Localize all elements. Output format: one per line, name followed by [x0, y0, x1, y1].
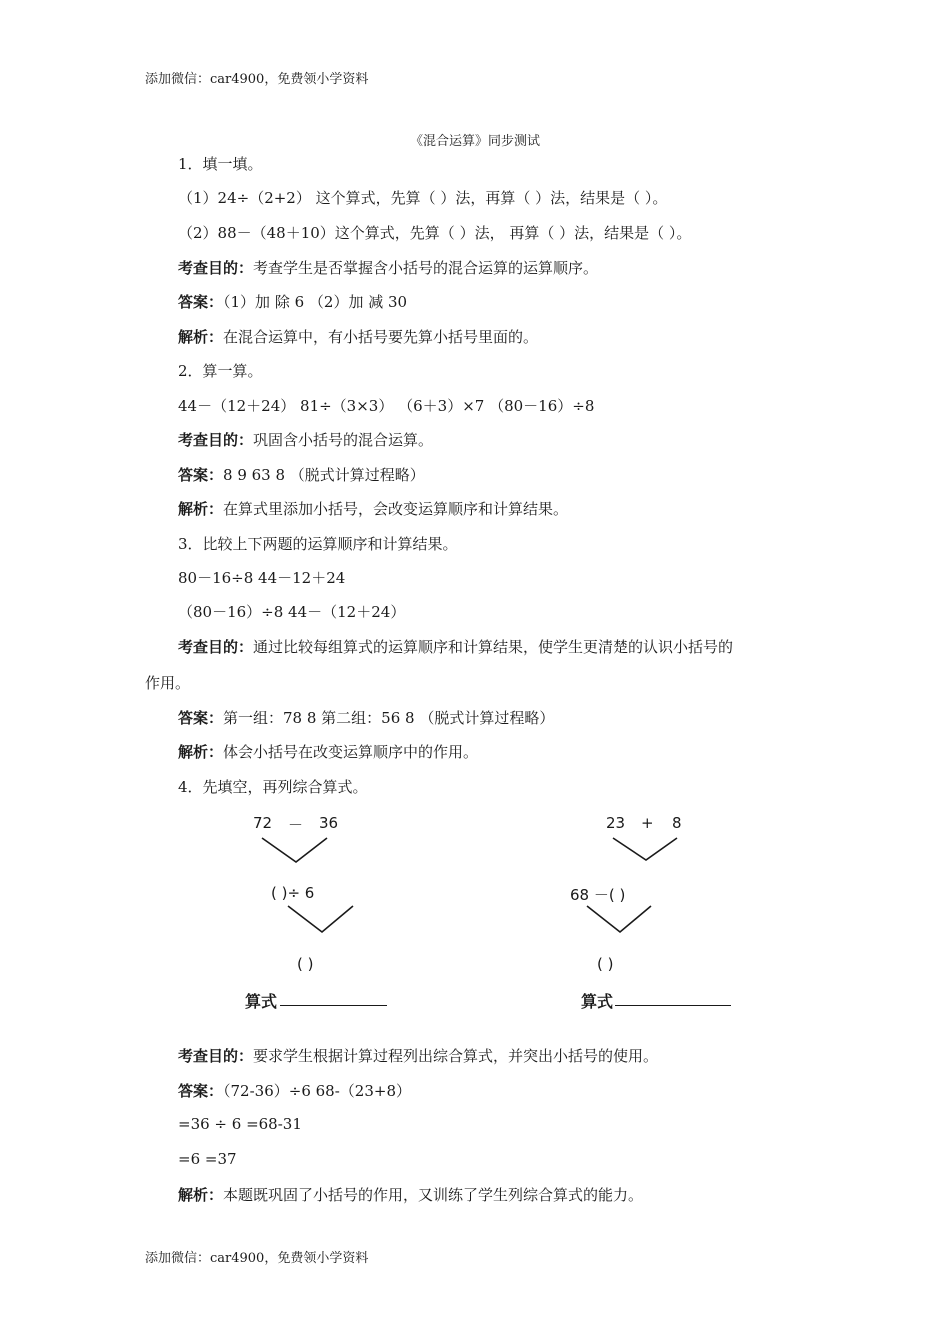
left-formula-label: 算式 — [245, 992, 278, 1011]
left-tree-mid-connector — [288, 906, 353, 932]
q4-answer — [178, 1080, 411, 1101]
answer-label: 答案： — [178, 466, 224, 484]
answer-text: （72-36）÷6 68-（23+8） — [223, 1082, 411, 1100]
q4-heading: 4．先填空，再列综合算式。 — [178, 778, 368, 796]
q3-row-2: （80－16）÷8 44－（12＋24） — [178, 603, 406, 621]
purpose-text: 巩固含小括号的混合运算。 — [253, 431, 434, 449]
header-note: 添加微信：car4900，免费领小学资料 — [145, 72, 369, 87]
analysis-label: 解析： — [178, 743, 224, 761]
left-tree-operand-a: 72 — [253, 814, 273, 832]
left-tree-operator: － — [288, 816, 304, 834]
purpose-text: 考查学生是否掌握含小括号的混合运算的运算顺序。 — [253, 259, 599, 277]
q1-item-2: （2）88－（48＋10）这个算式，先算（ ）法， 再算（ ）法，结果是（ ）。 — [178, 224, 692, 242]
q4-answer-line-2: =36 ÷ 6 =68-31 — [178, 1115, 302, 1133]
q1-item-1: （1）24÷（2+2） 这个算式，先算（ ）法，再算（ ）法，结果是（ ）。 — [178, 189, 668, 207]
analysis-text: 在算式里添加小括号，会改变运算顺序和计算结果。 — [223, 500, 569, 518]
analysis-label: 解析： — [178, 1186, 224, 1204]
q2-expressions: 44－（12＋24） 81÷（3×3） （6＋3）×7 （80－16）÷8 — [178, 397, 595, 415]
right-tree-top-connector — [613, 838, 677, 860]
left-tree-operand-b: 36 — [319, 814, 339, 832]
right-tree-mid-connector — [587, 906, 651, 932]
left-tree-middle-blank: ( )÷ 6 — [271, 884, 315, 902]
q4-analysis — [178, 1184, 643, 1205]
purpose-label: 考查目的： — [178, 638, 254, 656]
answer-label: 答案： — [178, 293, 224, 311]
purpose-text: 通过比较每组算式的运算顺序和计算结果，使学生更清楚的认识小括号的 — [253, 638, 734, 656]
right-tree-result-blank: ( ) — [597, 955, 614, 973]
right-tree-operand-b: 8 — [672, 814, 682, 832]
analysis-text: 在混合运算中，有小括号要先算小括号里面的。 — [223, 328, 539, 346]
analysis-text: 体会小括号在改变运算顺序中的作用。 — [223, 743, 479, 761]
purpose-label: 考查目的： — [178, 1047, 254, 1065]
left-formula-blank — [280, 1005, 387, 1006]
answer-label: 答案： — [178, 709, 224, 727]
analysis-label: 解析： — [178, 500, 224, 518]
q3-row-1: 80－16÷8 44－12＋24 — [178, 569, 346, 587]
left-tree-result-blank: ( ) — [297, 955, 314, 973]
analysis-label: 解析： — [178, 328, 224, 346]
answer-text: 第一组：78 8 第二组：56 8 （脱式计算过程略） — [223, 709, 555, 727]
q4-purpose — [178, 1045, 658, 1066]
footer-note: 添加微信：car4900，免费领小学资料 — [145, 1251, 369, 1266]
analysis-text: 本题既巩固了小括号的作用，又训练了学生列综合算式的能力。 — [223, 1186, 644, 1204]
answer-text: 8 9 63 8 （脱式计算过程略） — [223, 466, 425, 484]
q4-answer-line-3: =6 =37 — [178, 1150, 237, 1168]
purpose-label: 考查目的： — [178, 259, 254, 277]
right-formula-blank — [615, 1005, 731, 1006]
q2-heading: 2．算一算。 — [178, 362, 263, 380]
right-tree-middle-blank: 68 －( ) — [570, 886, 626, 904]
purpose-text: 要求学生根据计算过程列出综合算式，并突出小括号的使用。 — [253, 1047, 659, 1065]
right-tree-operator: + — [641, 814, 654, 832]
q3-heading: 3．比较上下两题的运算顺序和计算结果。 — [178, 535, 458, 553]
right-tree-operand-a: 23 — [606, 814, 626, 832]
purpose-label: 考查目的： — [178, 431, 254, 449]
answer-text: （1）加 除 6 （2）加 减 30 — [223, 293, 408, 311]
q1-heading: 1．填一填。 — [178, 155, 263, 173]
left-tree-top-connector — [262, 838, 327, 862]
right-formula-label: 算式 — [581, 992, 614, 1011]
page-title: 《混合运算》同步测试 — [409, 134, 540, 149]
q3-purpose-continued: 作用。 — [145, 674, 191, 692]
answer-label: 答案： — [178, 1082, 224, 1100]
